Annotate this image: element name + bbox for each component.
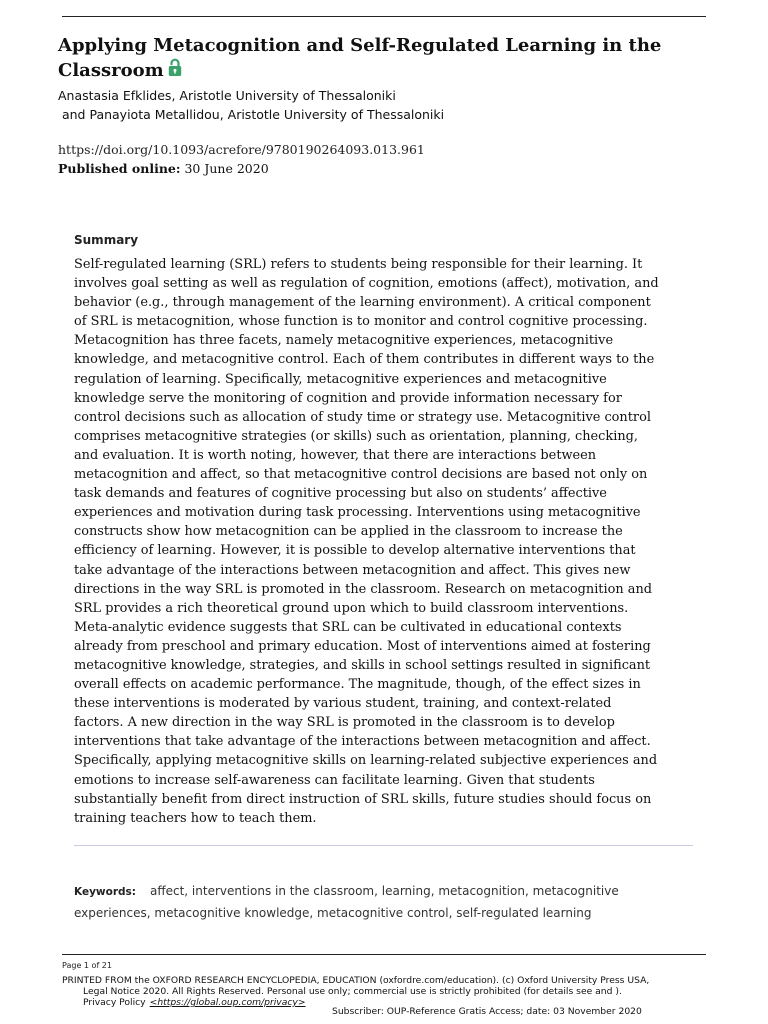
summary-line: substantially benefit from direct instruction of SRL skills, future studies should focus on — [74, 791, 652, 807]
privacy-link[interactable]: <https://global.oup.com/privacy> — [149, 997, 306, 1008]
top-rule — [62, 16, 706, 17]
summary-line: Self-regulated learning (SRL) refers to students being responsible for their learning. It — [74, 257, 643, 272]
summary-line: factors. A new direction in the way SRL is promoted in the classroom is to develop — [74, 715, 615, 731]
summary-line: constructs show how metacognition can be applied in the classroom to increase the — [74, 524, 623, 540]
summary-line: of SRL is metacognition, whose function is to monitor and control cognitive processing. — [74, 314, 648, 330]
open-access-lock-icon — [168, 58, 182, 84]
summary-line: take advantage of the interactions between metacognition and affect. This gives new — [74, 562, 631, 578]
summary-line: knowledge, and metacognitive control. Each of them contributes in different ways to the — [74, 352, 655, 368]
summary-line: control decisions such as allocation of study time or strategy use. Metacognitive control — [74, 409, 651, 425]
summary-line: Metacognition has three facets, namely metacognitive experiences, metacognitive — [74, 333, 614, 349]
summary-line: emotions to increase self-awareness can facilitate learning. Given that students — [74, 772, 595, 788]
summary-line: overall effects on academic performance. The magnitude, though, of the effect sizes in — [74, 677, 641, 693]
keywords-line-2: experiences, metacognitive knowledge, metacognitive control, self-regulated learning — [74, 906, 592, 920]
page-number: Page 1 of 21 — [62, 961, 112, 970]
keywords-list-1: affect, interventions in the classroom, learning, metacognition, metacognitive — [149, 884, 619, 898]
published-label: Published online: — [58, 161, 181, 176]
summary-line: and evaluation. It is worth noting, however, that there are interactions between — [74, 447, 597, 463]
summary-line: directions in the way SRL is promoted in the classroom. Research on metacognition and — [74, 581, 653, 597]
summary-line: already from preschool and primary education. Most of interventions aimed at fostering — [74, 638, 651, 654]
summary-line: comprises metacognitive strategies (or skills) such as orientation, planning, checking, — [74, 428, 638, 444]
summary-body — [74, 255, 694, 828]
summary-line: these interventions is moderated by various student, training, and context-related — [74, 696, 612, 712]
doi-link[interactable]: https://doi.org/10.1093/acrefore/9780190264093.013.961 — [58, 142, 425, 157]
summary-line: efficiency of learning. However, it is possible to develop alternative interventions that — [74, 543, 636, 559]
summary-line: involves goal setting as well as regulation of cognition, emotions (affect), motivation, and — [74, 276, 659, 292]
title-line-2: Classroom — [58, 60, 164, 81]
summary-line: Specifically, applying metacognitive skills on learning-related subjective experiences and — [74, 753, 658, 769]
legal-notice-line: Legal Notice 2020. All Rights Reserved. Personal use only; commercial use is strictly prohibited (for details see and ). — [83, 986, 622, 997]
keywords-label: Keywords: — [74, 886, 136, 898]
summary-line: behavior (e.g., through management of the learning environment). A critical component — [74, 295, 651, 311]
summary-line: interventions that take advantage of the interactions between metacognition and affect. — [74, 734, 651, 750]
author-line-1: Anastasia Efklides, Aristotle University of Thessaloniki — [58, 88, 396, 103]
summary-heading: Summary — [74, 233, 139, 247]
keywords-line-1 — [74, 881, 694, 903]
summary-line: SRL provides a rich theoretical ground upon which to build classroom interventions. — [74, 600, 629, 616]
summary-line: metacognitive knowledge, strategies, and skills in school settings resulted in significant — [74, 657, 651, 673]
summary-line: metacognition and affect, so that metacognitive control decisions are based not only on — [74, 467, 648, 483]
print-footer — [62, 975, 702, 1008]
summary-line: knowledge serve the monitoring of cognition and provide information necessary for — [74, 390, 622, 406]
summary-line: task demands and features of cognitive processing but also on students’ affective — [74, 486, 607, 502]
summary-line: experiences and motivation during task processing. Interventions using metacognitive — [74, 505, 641, 521]
title-line-1: Applying Metacognition and Self-Regulated Learning in the — [58, 35, 662, 56]
published-date: 30 June 2020 — [184, 161, 269, 176]
author-line-2: and Panayiota Metallidou, Aristotle University of Thessaloniki — [58, 107, 445, 122]
bottom-rule — [62, 954, 706, 955]
authors — [58, 86, 444, 124]
summary-divider — [74, 845, 693, 846]
summary-line: Meta-analytic evidence suggests that SRL can be cultivated in educational contexts — [74, 619, 622, 635]
keywords — [74, 881, 694, 924]
privacy-label: Privacy Policy — [83, 997, 146, 1008]
subscriber-line: Subscriber: OUP-Reference Gratis Access; date: 03 November 2020 — [332, 1006, 642, 1017]
summary-line: training teachers how to teach them. — [74, 810, 317, 826]
published-online — [58, 160, 269, 178]
printed-from-line: PRINTED FROM the OXFORD RESEARCH ENCYCLOPEDIA, EDUCATION (oxfordre.com/education). (c) Oxford University Press USA, — [62, 975, 650, 986]
summary-line: regulation of learning. Specifically, metacognitive experiences and metacognitive — [74, 371, 607, 387]
article-title — [58, 33, 718, 84]
